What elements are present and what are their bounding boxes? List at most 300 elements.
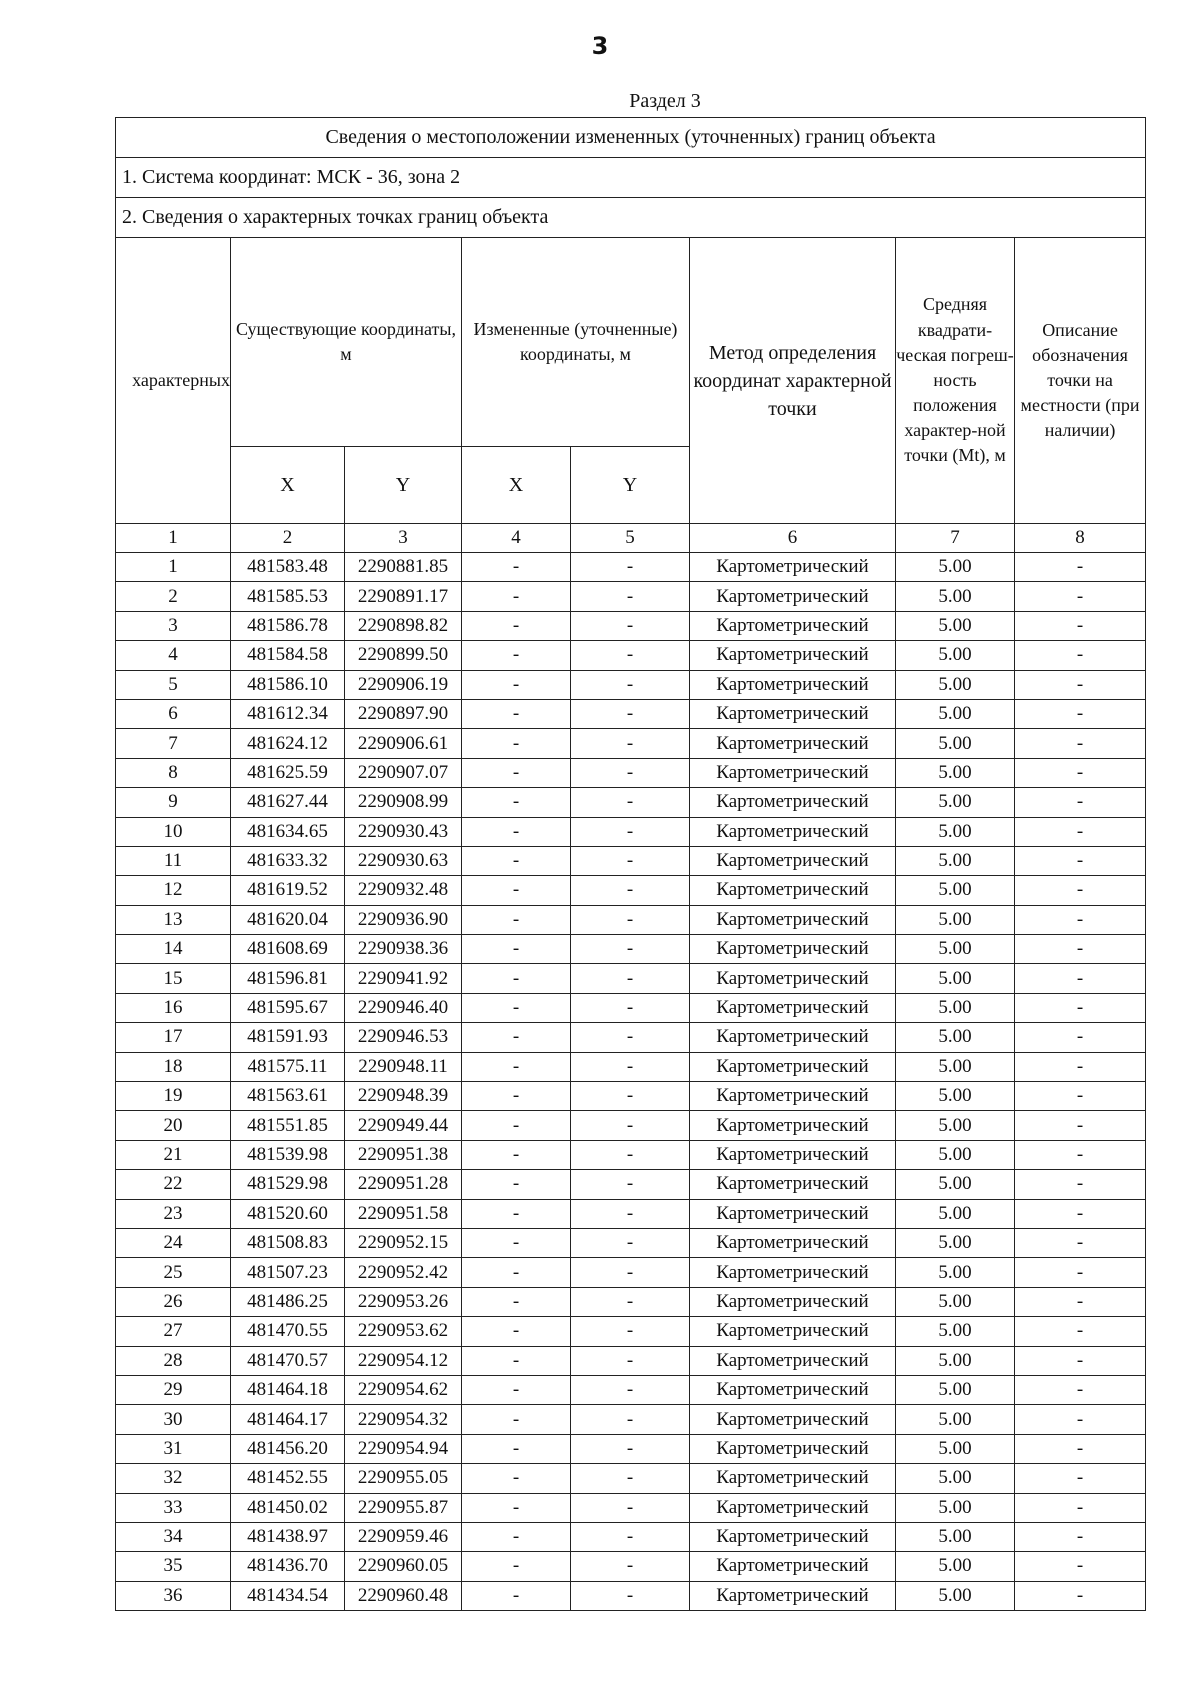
header-point-number-text: характерных — [132, 369, 230, 390]
cell-description: - — [1015, 1140, 1146, 1169]
table-row — [116, 846, 1146, 875]
cell-existing-y: 2290952.15 — [345, 1228, 462, 1257]
header-changed-y: Y — [571, 447, 690, 524]
cell-existing-y: 2290951.38 — [345, 1140, 462, 1169]
cell-method: Картометрический — [690, 1375, 896, 1404]
cell-existing-y: 2290954.32 — [345, 1405, 462, 1434]
cell-changed-y: - — [571, 1111, 690, 1140]
cell-existing-y: 2290898.82 — [345, 611, 462, 640]
cell-changed-y: - — [571, 1434, 690, 1463]
table-row — [116, 1111, 1146, 1140]
cell-existing-x: 481452.55 — [231, 1464, 345, 1493]
cell-changed-x: - — [462, 1493, 571, 1522]
column-number: 8 — [1015, 524, 1146, 553]
cell-existing-x: 481436.70 — [231, 1552, 345, 1581]
cell-existing-y: 2290954.62 — [345, 1375, 462, 1404]
table-row — [116, 1199, 1146, 1228]
table-row — [116, 1405, 1146, 1434]
cell-existing-x: 481520.60 — [231, 1199, 345, 1228]
cell-method: Картометрический — [690, 1170, 896, 1199]
cell-mean-error: 5.00 — [896, 1170, 1015, 1199]
cell-mean-error: 5.00 — [896, 1375, 1015, 1404]
cell-changed-y: - — [571, 611, 690, 640]
column-number-row — [116, 524, 1146, 553]
cell-description: - — [1015, 1052, 1146, 1081]
cell-description: - — [1015, 1434, 1146, 1463]
cell-changed-y: - — [571, 729, 690, 758]
cell-point-number: 6 — [116, 699, 231, 728]
cell-existing-y: 2290941.92 — [345, 964, 462, 993]
cell-description: - — [1015, 1199, 1146, 1228]
cell-existing-x: 481434.54 — [231, 1581, 345, 1610]
cell-changed-y: - — [571, 1023, 690, 1052]
cell-existing-y: 2290949.44 — [345, 1111, 462, 1140]
cell-existing-x: 481612.34 — [231, 699, 345, 728]
cell-existing-y: 2290938.36 — [345, 935, 462, 964]
cell-point-number: 14 — [116, 935, 231, 964]
cell-changed-x: - — [462, 964, 571, 993]
cell-changed-x: - — [462, 641, 571, 670]
cell-changed-x: - — [462, 553, 571, 582]
cell-method: Картометрический — [690, 641, 896, 670]
cell-method: Картометрический — [690, 1552, 896, 1581]
column-number: 2 — [231, 524, 345, 553]
cell-existing-y: 2290948.39 — [345, 1082, 462, 1111]
cell-point-number: 4 — [116, 641, 231, 670]
cell-changed-x: - — [462, 729, 571, 758]
cell-description: - — [1015, 729, 1146, 758]
cell-description: - — [1015, 1581, 1146, 1610]
table-row — [116, 699, 1146, 728]
cell-description: - — [1015, 1082, 1146, 1111]
cell-existing-x: 481625.59 — [231, 758, 345, 787]
cell-description: - — [1015, 670, 1146, 699]
table-title: Сведения о местоположении измененных (уточненных) границ объекта — [116, 118, 1146, 158]
cell-existing-y: 2290908.99 — [345, 788, 462, 817]
cell-changed-x: - — [462, 1023, 571, 1052]
cell-method: Картометрический — [690, 1140, 896, 1169]
cell-mean-error: 5.00 — [896, 1346, 1015, 1375]
cell-description: - — [1015, 611, 1146, 640]
cell-existing-x: 481596.81 — [231, 964, 345, 993]
cell-existing-y: 2290955.87 — [345, 1493, 462, 1522]
table-row — [116, 1317, 1146, 1346]
cell-method: Картометрический — [690, 788, 896, 817]
table-row — [116, 641, 1146, 670]
cell-changed-y: - — [571, 641, 690, 670]
cell-point-number: 24 — [116, 1228, 231, 1257]
header-changed-x: X — [462, 447, 571, 524]
cell-description: - — [1015, 699, 1146, 728]
cell-method: Картометрический — [690, 1287, 896, 1316]
cell-method: Картометрический — [690, 1317, 896, 1346]
cell-description: - — [1015, 846, 1146, 875]
cell-point-number: 30 — [116, 1405, 231, 1434]
cell-mean-error: 5.00 — [896, 1287, 1015, 1316]
cell-mean-error: 5.00 — [896, 788, 1015, 817]
cell-existing-y: 2290953.62 — [345, 1317, 462, 1346]
cell-changed-y: - — [571, 1170, 690, 1199]
table-row — [116, 1581, 1146, 1610]
cell-description: - — [1015, 964, 1146, 993]
cell-existing-y: 2290906.61 — [345, 729, 462, 758]
cell-description: - — [1015, 1464, 1146, 1493]
cell-point-number: 18 — [116, 1052, 231, 1081]
cell-changed-x: - — [462, 699, 571, 728]
cell-point-number: 12 — [116, 876, 231, 905]
cell-changed-y: - — [571, 1317, 690, 1346]
cell-mean-error: 5.00 — [896, 846, 1015, 875]
cell-description: - — [1015, 1228, 1146, 1257]
cell-method: Картометрический — [690, 758, 896, 787]
table-row — [116, 582, 1146, 611]
header-point-number — [116, 238, 231, 524]
cell-description: - — [1015, 1287, 1146, 1316]
cell-existing-x: 481507.23 — [231, 1258, 345, 1287]
table-row — [116, 1023, 1146, 1052]
cell-changed-y: - — [571, 758, 690, 787]
cell-point-number: 7 — [116, 729, 231, 758]
cell-changed-y: - — [571, 553, 690, 582]
cell-description: - — [1015, 1170, 1146, 1199]
cell-changed-y: - — [571, 1522, 690, 1551]
cell-changed-y: - — [571, 876, 690, 905]
cell-method: Картометрический — [690, 1258, 896, 1287]
cell-changed-y: - — [571, 1493, 690, 1522]
cell-description: - — [1015, 1375, 1146, 1404]
cell-description: - — [1015, 788, 1146, 817]
table-row — [116, 1493, 1146, 1522]
cell-description: - — [1015, 1405, 1146, 1434]
cell-existing-y: 2290930.43 — [345, 817, 462, 846]
cell-mean-error: 5.00 — [896, 758, 1015, 787]
cell-method: Картометрический — [690, 905, 896, 934]
cell-mean-error: 5.00 — [896, 1228, 1015, 1257]
cell-description: - — [1015, 553, 1146, 582]
boundary-points-table — [115, 117, 1146, 1611]
cell-existing-y: 2290954.94 — [345, 1434, 462, 1463]
column-number: 1 — [116, 524, 231, 553]
cell-point-number: 1 — [116, 553, 231, 582]
cell-description: - — [1015, 1317, 1146, 1346]
cell-existing-y: 2290953.26 — [345, 1287, 462, 1316]
cell-existing-x: 481627.44 — [231, 788, 345, 817]
cell-description: - — [1015, 1552, 1146, 1581]
cell-changed-y: - — [571, 1258, 690, 1287]
cell-mean-error: 5.00 — [896, 1552, 1015, 1581]
cell-changed-x: - — [462, 1111, 571, 1140]
cell-point-number: 36 — [116, 1581, 231, 1610]
cell-point-number: 33 — [116, 1493, 231, 1522]
cell-method: Картометрический — [690, 1493, 896, 1522]
cell-mean-error: 5.00 — [896, 1140, 1015, 1169]
cell-existing-y: 2290960.48 — [345, 1581, 462, 1610]
coordinate-system: 1. Система координат: МСК - 36, зона 2 — [116, 158, 1146, 198]
cell-method: Картометрический — [690, 1023, 896, 1052]
cell-changed-y: - — [571, 993, 690, 1022]
cell-method: Картометрический — [690, 699, 896, 728]
cell-point-number: 10 — [116, 817, 231, 846]
cell-mean-error: 5.00 — [896, 611, 1015, 640]
table-row — [116, 1464, 1146, 1493]
cell-method: Картометрический — [690, 876, 896, 905]
cell-point-number: 5 — [116, 670, 231, 699]
cell-point-number: 31 — [116, 1434, 231, 1463]
cell-description: - — [1015, 1346, 1146, 1375]
table-row — [116, 993, 1146, 1022]
cell-existing-x: 481619.52 — [231, 876, 345, 905]
cell-point-number: 25 — [116, 1258, 231, 1287]
cell-changed-y: - — [571, 1140, 690, 1169]
cell-description: - — [1015, 1258, 1146, 1287]
cell-existing-x: 481450.02 — [231, 1493, 345, 1522]
cell-changed-y: - — [571, 846, 690, 875]
cell-existing-y: 2290899.50 — [345, 641, 462, 670]
cell-existing-x: 481486.25 — [231, 1287, 345, 1316]
cell-description: - — [1015, 817, 1146, 846]
table-row — [116, 876, 1146, 905]
cell-existing-y: 2290951.58 — [345, 1199, 462, 1228]
table-row — [116, 670, 1146, 699]
table-row — [116, 1434, 1146, 1463]
cell-method: Картометрический — [690, 846, 896, 875]
cell-changed-x: - — [462, 1405, 571, 1434]
section-label: Раздел 3 — [629, 90, 701, 112]
cell-changed-y: - — [571, 1405, 690, 1434]
header-existing-x: X — [231, 447, 345, 524]
cell-point-number: 19 — [116, 1082, 231, 1111]
cell-existing-y: 2290960.05 — [345, 1552, 462, 1581]
table-row — [116, 964, 1146, 993]
cell-changed-x: - — [462, 1140, 571, 1169]
cell-existing-x: 481633.32 — [231, 846, 345, 875]
cell-changed-x: - — [462, 670, 571, 699]
cell-existing-x: 481563.61 — [231, 1082, 345, 1111]
cell-mean-error: 5.00 — [896, 1405, 1015, 1434]
cell-existing-y: 2290951.28 — [345, 1170, 462, 1199]
cell-changed-y: - — [571, 582, 690, 611]
cell-method: Картометрический — [690, 1228, 896, 1257]
table-row — [116, 758, 1146, 787]
cell-method: Картометрический — [690, 1111, 896, 1140]
cell-description: - — [1015, 1522, 1146, 1551]
cell-mean-error: 5.00 — [896, 1199, 1015, 1228]
cell-existing-x: 481634.65 — [231, 817, 345, 846]
cell-mean-error: 5.00 — [896, 876, 1015, 905]
cell-changed-x: - — [462, 993, 571, 1022]
cell-description: - — [1015, 582, 1146, 611]
cell-existing-y: 2290946.53 — [345, 1023, 462, 1052]
cell-mean-error: 5.00 — [896, 1317, 1015, 1346]
cell-description: - — [1015, 1023, 1146, 1052]
table-row — [116, 1258, 1146, 1287]
cell-changed-x: - — [462, 1228, 571, 1257]
cell-changed-x: - — [462, 1317, 571, 1346]
cell-point-number: 8 — [116, 758, 231, 787]
cell-changed-x: - — [462, 1258, 571, 1287]
cell-method: Картометрический — [690, 1405, 896, 1434]
cell-changed-y: - — [571, 817, 690, 846]
cell-existing-x: 481470.55 — [231, 1317, 345, 1346]
cell-method: Картометрический — [690, 964, 896, 993]
cell-mean-error: 5.00 — [896, 935, 1015, 964]
table-row — [116, 1170, 1146, 1199]
cell-changed-y: - — [571, 1082, 690, 1111]
header-existing-y: Y — [345, 447, 462, 524]
cell-point-number: 15 — [116, 964, 231, 993]
cell-changed-x: - — [462, 1082, 571, 1111]
column-number: 3 — [345, 524, 462, 553]
cell-changed-y: - — [571, 1052, 690, 1081]
table-row — [116, 1052, 1146, 1081]
cell-existing-x: 481586.10 — [231, 670, 345, 699]
cell-description: - — [1015, 1493, 1146, 1522]
cell-mean-error: 5.00 — [896, 1111, 1015, 1140]
header-description: Описание обозначения точки на местности (при наличии) — [1015, 238, 1146, 524]
cell-point-number: 3 — [116, 611, 231, 640]
cell-method: Картометрический — [690, 553, 896, 582]
cell-changed-y: - — [571, 1375, 690, 1404]
cell-changed-y: - — [571, 1228, 690, 1257]
cell-changed-y: - — [571, 964, 690, 993]
cell-mean-error: 5.00 — [896, 553, 1015, 582]
cell-method: Картометрический — [690, 670, 896, 699]
column-number: 5 — [571, 524, 690, 553]
cell-existing-x: 481464.18 — [231, 1375, 345, 1404]
cell-point-number: 22 — [116, 1170, 231, 1199]
cell-method: Картометрический — [690, 1581, 896, 1610]
cell-changed-x: - — [462, 1434, 571, 1463]
cell-method: Картометрический — [690, 1522, 896, 1551]
column-number: 4 — [462, 524, 571, 553]
cell-existing-x: 481586.78 — [231, 611, 345, 640]
cell-changed-y: - — [571, 1199, 690, 1228]
cell-mean-error: 5.00 — [896, 1023, 1015, 1052]
cell-method: Картометрический — [690, 1199, 896, 1228]
cell-method: Картометрический — [690, 935, 896, 964]
cell-changed-x: - — [462, 582, 571, 611]
header-error: Средняя квадрати-ческая погреш-ность положения характер-ной точки (Mt), м — [896, 238, 1015, 524]
table-row — [116, 611, 1146, 640]
table-row — [116, 1346, 1146, 1375]
header-method: Метод определения координат характерной точки — [690, 238, 896, 524]
cell-changed-x: - — [462, 1552, 571, 1581]
table-row — [116, 817, 1146, 846]
table-row — [116, 729, 1146, 758]
table-row — [116, 1082, 1146, 1111]
cell-method: Картометрический — [690, 1052, 896, 1081]
cell-point-number: 32 — [116, 1464, 231, 1493]
column-number: 7 — [896, 524, 1015, 553]
cell-existing-x: 481585.53 — [231, 582, 345, 611]
cell-changed-x: - — [462, 1375, 571, 1404]
cell-point-number: 23 — [116, 1199, 231, 1228]
cell-description: - — [1015, 993, 1146, 1022]
cell-existing-x: 481529.98 — [231, 1170, 345, 1199]
cell-changed-x: - — [462, 1346, 571, 1375]
cell-point-number: 29 — [116, 1375, 231, 1404]
cell-existing-x: 481624.12 — [231, 729, 345, 758]
cell-changed-x: - — [462, 788, 571, 817]
cell-point-number: 26 — [116, 1287, 231, 1316]
cell-changed-y: - — [571, 905, 690, 934]
cell-existing-x: 481583.48 — [231, 553, 345, 582]
cell-description: - — [1015, 1111, 1146, 1140]
cell-mean-error: 5.00 — [896, 1493, 1015, 1522]
cell-description: - — [1015, 905, 1146, 934]
header-changed-coords: Измененные (уточненные) координаты, м — [462, 238, 690, 447]
cell-existing-x: 481584.58 — [231, 641, 345, 670]
cell-point-number: 13 — [116, 905, 231, 934]
cell-mean-error: 5.00 — [896, 1052, 1015, 1081]
cell-existing-x: 481470.57 — [231, 1346, 345, 1375]
cell-point-number: 34 — [116, 1522, 231, 1551]
table-row — [116, 1522, 1146, 1551]
cell-method: Картометрический — [690, 1346, 896, 1375]
cell-existing-y: 2290948.11 — [345, 1052, 462, 1081]
cell-mean-error: 5.00 — [896, 729, 1015, 758]
cell-existing-y: 2290881.85 — [345, 553, 462, 582]
cell-changed-x: - — [462, 758, 571, 787]
cell-point-number: 9 — [116, 788, 231, 817]
cell-point-number: 2 — [116, 582, 231, 611]
table-row — [116, 1140, 1146, 1169]
cell-changed-x: - — [462, 1522, 571, 1551]
cell-changed-x: - — [462, 1052, 571, 1081]
cell-existing-y: 2290906.19 — [345, 670, 462, 699]
cell-changed-x: - — [462, 905, 571, 934]
cell-point-number: 11 — [116, 846, 231, 875]
cell-existing-x: 481595.67 — [231, 993, 345, 1022]
cell-changed-y: - — [571, 1581, 690, 1610]
cell-mean-error: 5.00 — [896, 964, 1015, 993]
cell-existing-x: 481591.93 — [231, 1023, 345, 1052]
cell-existing-x: 481438.97 — [231, 1522, 345, 1551]
cell-existing-x: 481575.11 — [231, 1052, 345, 1081]
cell-changed-y: - — [571, 699, 690, 728]
cell-existing-y: 2290891.17 — [345, 582, 462, 611]
cell-description: - — [1015, 758, 1146, 787]
cell-existing-x: 481620.04 — [231, 905, 345, 934]
cell-changed-x: - — [462, 1199, 571, 1228]
cell-mean-error: 5.00 — [896, 1434, 1015, 1463]
cell-existing-y: 2290930.63 — [345, 846, 462, 875]
cell-mean-error: 5.00 — [896, 1082, 1015, 1111]
cell-existing-y: 2290959.46 — [345, 1522, 462, 1551]
cell-existing-x: 481539.98 — [231, 1140, 345, 1169]
cell-point-number: 16 — [116, 993, 231, 1022]
cell-mean-error: 5.00 — [896, 641, 1015, 670]
table-row — [116, 1552, 1146, 1581]
table-row — [116, 935, 1146, 964]
cell-existing-x: 481608.69 — [231, 935, 345, 964]
cell-method: Картометрический — [690, 611, 896, 640]
cell-method: Картометрический — [690, 1464, 896, 1493]
cell-changed-x: - — [462, 1287, 571, 1316]
cell-existing-x: 481456.20 — [231, 1434, 345, 1463]
column-number: 6 — [690, 524, 896, 553]
cell-changed-y: - — [571, 1287, 690, 1316]
table-row — [116, 788, 1146, 817]
cell-changed-x: - — [462, 817, 571, 846]
cell-changed-x: - — [462, 846, 571, 875]
cell-method: Картометрический — [690, 993, 896, 1022]
cell-point-number: 17 — [116, 1023, 231, 1052]
cell-point-number: 28 — [116, 1346, 231, 1375]
cell-description: - — [1015, 641, 1146, 670]
table-row — [116, 1287, 1146, 1316]
cell-mean-error: 5.00 — [896, 817, 1015, 846]
